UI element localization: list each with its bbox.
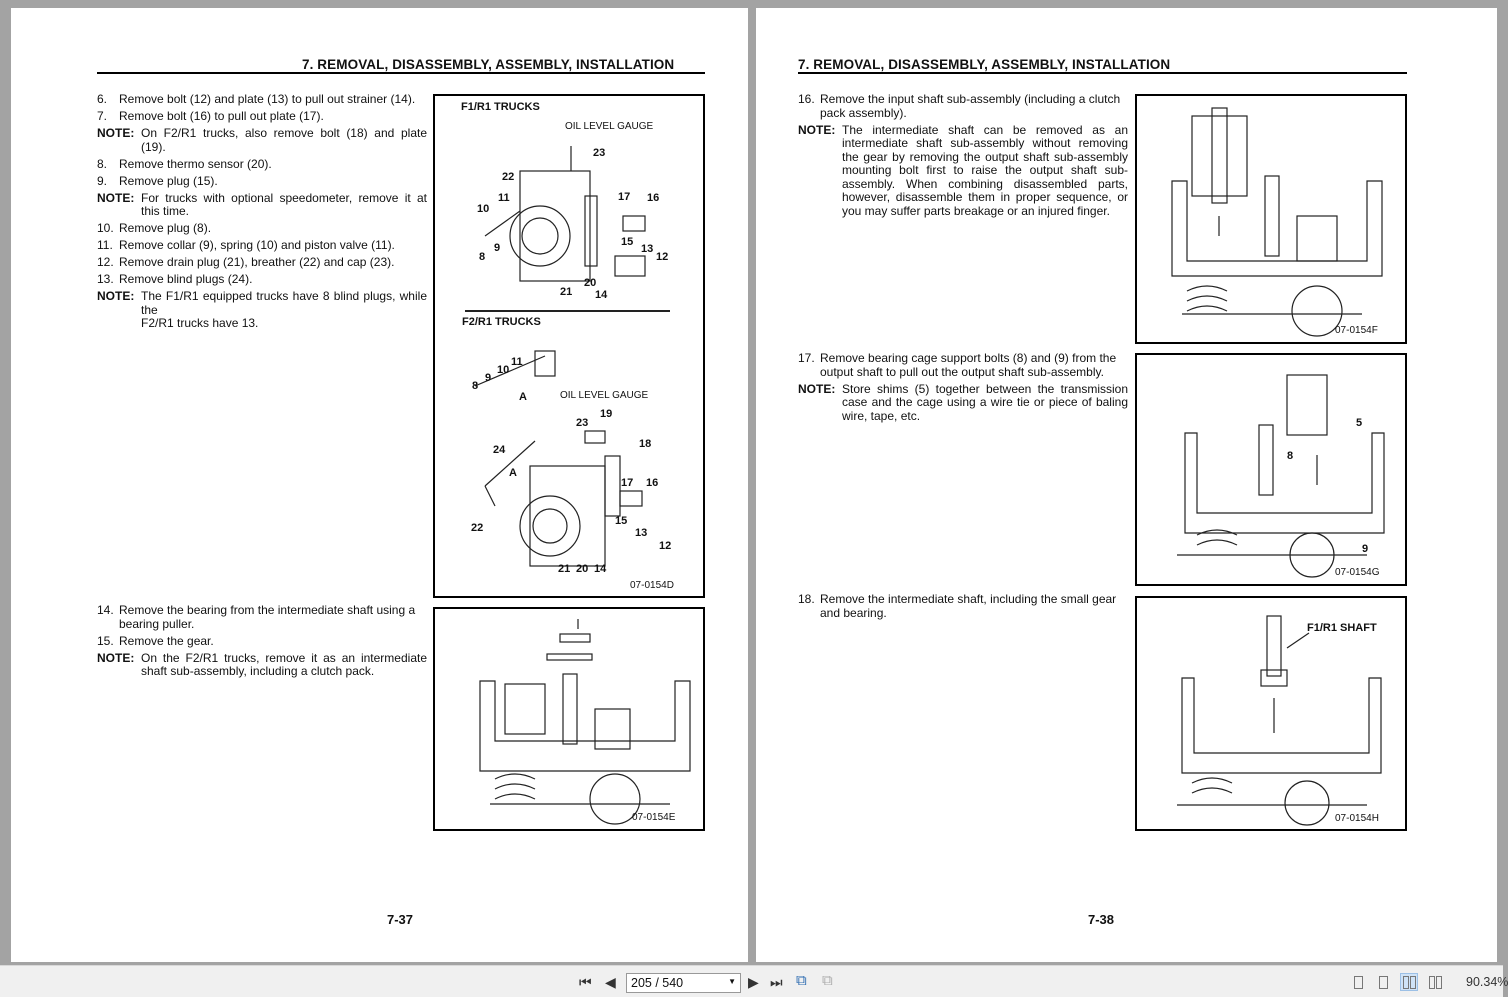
zoom-level[interactable]: 90.34% bbox=[1466, 975, 1508, 989]
callout: 23 bbox=[593, 147, 606, 159]
page-number-right: 7-38 bbox=[1088, 912, 1115, 927]
callout: 11 bbox=[498, 192, 510, 204]
step-item bbox=[97, 175, 427, 189]
step-number: NOTE: bbox=[97, 650, 135, 665]
step-text: The intermediate shaft can be removed as an intermediate shaft sub-assembly without removing the gear by removing the output shaft sub-assembly mounting bolt first to raise the output shaft sub-assembly. When combining disassembled parts, however, disassemble them in proper sequence, or you may suffer parts breakage or an injured finger. bbox=[842, 122, 1128, 218]
figure-07-0154F bbox=[1135, 94, 1407, 344]
callout: 18 bbox=[639, 438, 652, 450]
step-number: 11. bbox=[97, 238, 113, 252]
step-text: Remove the bearing from the intermediate shaft using a bearing puller. bbox=[119, 603, 416, 631]
callout: 21 bbox=[558, 563, 571, 575]
step-number: NOTE: bbox=[97, 126, 135, 140]
page-number-input[interactable] bbox=[626, 973, 741, 993]
step-number: 13. bbox=[97, 272, 114, 286]
callout: 22 bbox=[502, 171, 515, 183]
callout: 13 bbox=[635, 527, 648, 539]
f1r1-shaft-label: F1/R1 SHAFT bbox=[1307, 622, 1377, 634]
step-text: Remove the intermediate shaft, including the small gear and bearing. bbox=[820, 592, 1117, 620]
step-item bbox=[97, 93, 427, 107]
callout: 21 bbox=[560, 286, 573, 298]
step-number: NOTE: bbox=[97, 289, 135, 303]
callout: 19 bbox=[600, 408, 613, 420]
oil-level-gauge-label-2: OIL LEVEL GAUGE bbox=[560, 390, 649, 401]
callout: A bbox=[509, 467, 517, 479]
callout: 8 bbox=[1287, 450, 1294, 462]
callout: 10 bbox=[497, 364, 510, 376]
step-text: Remove drain plug (21), breather (22) and cap (23). bbox=[119, 255, 395, 269]
figure-title-f1r1: F1/R1 TRUCKS bbox=[461, 101, 540, 113]
step-number: NOTE: bbox=[798, 122, 836, 137]
step-item bbox=[798, 352, 1128, 379]
left-steps-2 bbox=[97, 604, 427, 682]
oil-level-gauge-label: OIL LEVEL GAUGE bbox=[565, 121, 654, 132]
continuous-facing-view-icon[interactable] bbox=[1426, 973, 1444, 991]
step-number: 17. bbox=[798, 351, 815, 365]
input-shaft-removal-diagram bbox=[1137, 96, 1405, 342]
figure-code: 07-0154D bbox=[630, 580, 674, 591]
step-item bbox=[798, 93, 1128, 120]
callout: 13 bbox=[641, 243, 654, 255]
figure-code: 07-0154G bbox=[1335, 567, 1380, 578]
step-item bbox=[97, 222, 427, 236]
callout: 14 bbox=[595, 289, 608, 301]
callout: 14 bbox=[594, 563, 607, 575]
page-number-left: 7-37 bbox=[387, 912, 414, 927]
step-item bbox=[97, 110, 427, 124]
step-item bbox=[798, 593, 1128, 620]
first-page-button[interactable]: ⏮ bbox=[579, 974, 592, 990]
step-text: Remove collar (9), spring (10) and piston valve (11). bbox=[119, 238, 395, 252]
note bbox=[97, 652, 427, 679]
step-text: On the F2/R1 trucks, remove it as an intermediate shaft sub-assembly, including a clutch pack. bbox=[141, 650, 427, 678]
header-rule bbox=[97, 72, 705, 74]
figure-code: 07-0154F bbox=[1335, 325, 1378, 336]
step-number: 15. bbox=[97, 633, 114, 648]
section-header-right: 7. REMOVAL, DISASSEMBLY, ASSEMBLY, INSTALLATION bbox=[798, 57, 1171, 72]
step-item bbox=[97, 604, 427, 631]
right-steps-3 bbox=[798, 593, 1128, 624]
note bbox=[97, 192, 427, 219]
callout: 11 bbox=[511, 356, 523, 368]
step-text: Remove the gear. bbox=[119, 633, 214, 648]
callout: 15 bbox=[621, 236, 634, 248]
callout: 24 bbox=[493, 444, 506, 456]
step-item bbox=[97, 256, 427, 270]
transmission-exploded-diagram bbox=[435, 96, 703, 596]
step-number: NOTE: bbox=[97, 190, 135, 205]
right-steps-2 bbox=[798, 352, 1128, 427]
note bbox=[97, 290, 427, 331]
step-text: The F1/R1 equipped trucks have 8 blind plugs, while the F2/R1 trucks have 13. bbox=[141, 289, 427, 330]
previous-page-button[interactable]: ◀ bbox=[605, 974, 616, 990]
step-text: Remove plug (15). bbox=[119, 173, 218, 188]
step-item bbox=[97, 635, 427, 649]
callout: 23 bbox=[576, 417, 589, 429]
intermediate-shaft-removal-diagram bbox=[435, 609, 703, 829]
chevron-down-icon[interactable]: ▼ bbox=[728, 977, 736, 986]
step-number: NOTE: bbox=[798, 381, 836, 396]
right-steps-1 bbox=[798, 93, 1128, 222]
note bbox=[798, 383, 1128, 424]
single-page-view-icon[interactable] bbox=[1349, 973, 1367, 991]
step-text: Remove thermo sensor (20). bbox=[119, 156, 272, 171]
page-number-value: 205 / 540 bbox=[631, 976, 684, 990]
step-text: On F2/R1 trucks, also remove bolt (18) and plate (19). bbox=[141, 126, 427, 154]
step-number: 12. bbox=[97, 255, 114, 269]
header-rule bbox=[798, 72, 1407, 74]
callout: 17 bbox=[621, 477, 634, 489]
step-text: Store shims (5) together between the transmission case and the cage using a wire tie or piece of baling wire, tape, etc. bbox=[842, 381, 1128, 423]
step-number: 7. bbox=[97, 109, 108, 123]
continuous-view-icon[interactable] bbox=[1374, 973, 1392, 991]
callout: 8 bbox=[479, 251, 486, 263]
figure-07-0154E bbox=[433, 607, 705, 831]
step-text: For trucks with optional speedometer, remove it at this time. bbox=[141, 190, 427, 218]
step-text: Remove bolt (12) and plate (13) to pull out strainer (14). bbox=[119, 92, 416, 106]
callout: 9 bbox=[494, 242, 501, 254]
step-item bbox=[97, 273, 427, 287]
step-item bbox=[97, 158, 427, 172]
callout: A bbox=[519, 391, 527, 403]
step-text: Remove bearing cage support bolts (8) and (9) from the output shaft to pull out the output shaft sub-assembly. bbox=[820, 351, 1117, 379]
figure-code: 07-0154E bbox=[632, 812, 676, 823]
viewer-toolbar bbox=[0, 965, 1508, 997]
step-number: 10. bbox=[97, 221, 114, 235]
step-text: Remove the input shaft sub-assembly (including a clutch pack assembly). bbox=[820, 92, 1121, 120]
callout: 12 bbox=[656, 251, 669, 263]
callout: 9 bbox=[1362, 543, 1369, 555]
section-header-left: 7. REMOVAL, DISASSEMBLY, ASSEMBLY, INSTALLATION bbox=[302, 57, 675, 72]
callout: 15 bbox=[615, 515, 628, 527]
facing-view-icon[interactable] bbox=[1400, 973, 1418, 991]
step-item bbox=[97, 239, 427, 253]
go-forward-view-icon[interactable]: ⧉ bbox=[822, 972, 833, 989]
step-number: 16. bbox=[798, 92, 815, 106]
callout: 17 bbox=[618, 191, 631, 203]
callout: 9 bbox=[485, 372, 492, 384]
step-number: 8. bbox=[97, 156, 108, 171]
note bbox=[97, 127, 427, 154]
figure-code: 07-0154H bbox=[1335, 813, 1379, 824]
figure-title-f2r1: F2/R1 TRUCKS bbox=[462, 316, 541, 328]
callout: 8 bbox=[472, 380, 479, 392]
callout: 12 bbox=[659, 540, 672, 552]
callout: 20 bbox=[584, 277, 597, 289]
next-page-button[interactable]: ▶ bbox=[748, 974, 759, 990]
callout: 10 bbox=[477, 203, 490, 215]
callout: 20 bbox=[576, 563, 589, 575]
callout: 22 bbox=[471, 522, 484, 534]
step-number: 6. bbox=[97, 92, 108, 106]
step-text: Remove bolt (16) to pull out plate (17). bbox=[119, 109, 324, 123]
left-steps-1 bbox=[97, 93, 427, 334]
last-page-button[interactable]: ⏭ bbox=[770, 974, 783, 990]
go-back-view-icon[interactable]: ⧉ bbox=[796, 972, 807, 989]
step-number: 14. bbox=[97, 603, 114, 617]
note bbox=[798, 124, 1128, 219]
step-text: Remove blind plugs (24). bbox=[119, 272, 253, 286]
step-number: 9. bbox=[97, 173, 108, 188]
callout: 16 bbox=[646, 477, 659, 489]
callout: 16 bbox=[647, 192, 660, 204]
step-text: Remove plug (8). bbox=[119, 221, 212, 235]
step-number: 18. bbox=[798, 592, 815, 606]
callout: 5 bbox=[1356, 417, 1363, 429]
